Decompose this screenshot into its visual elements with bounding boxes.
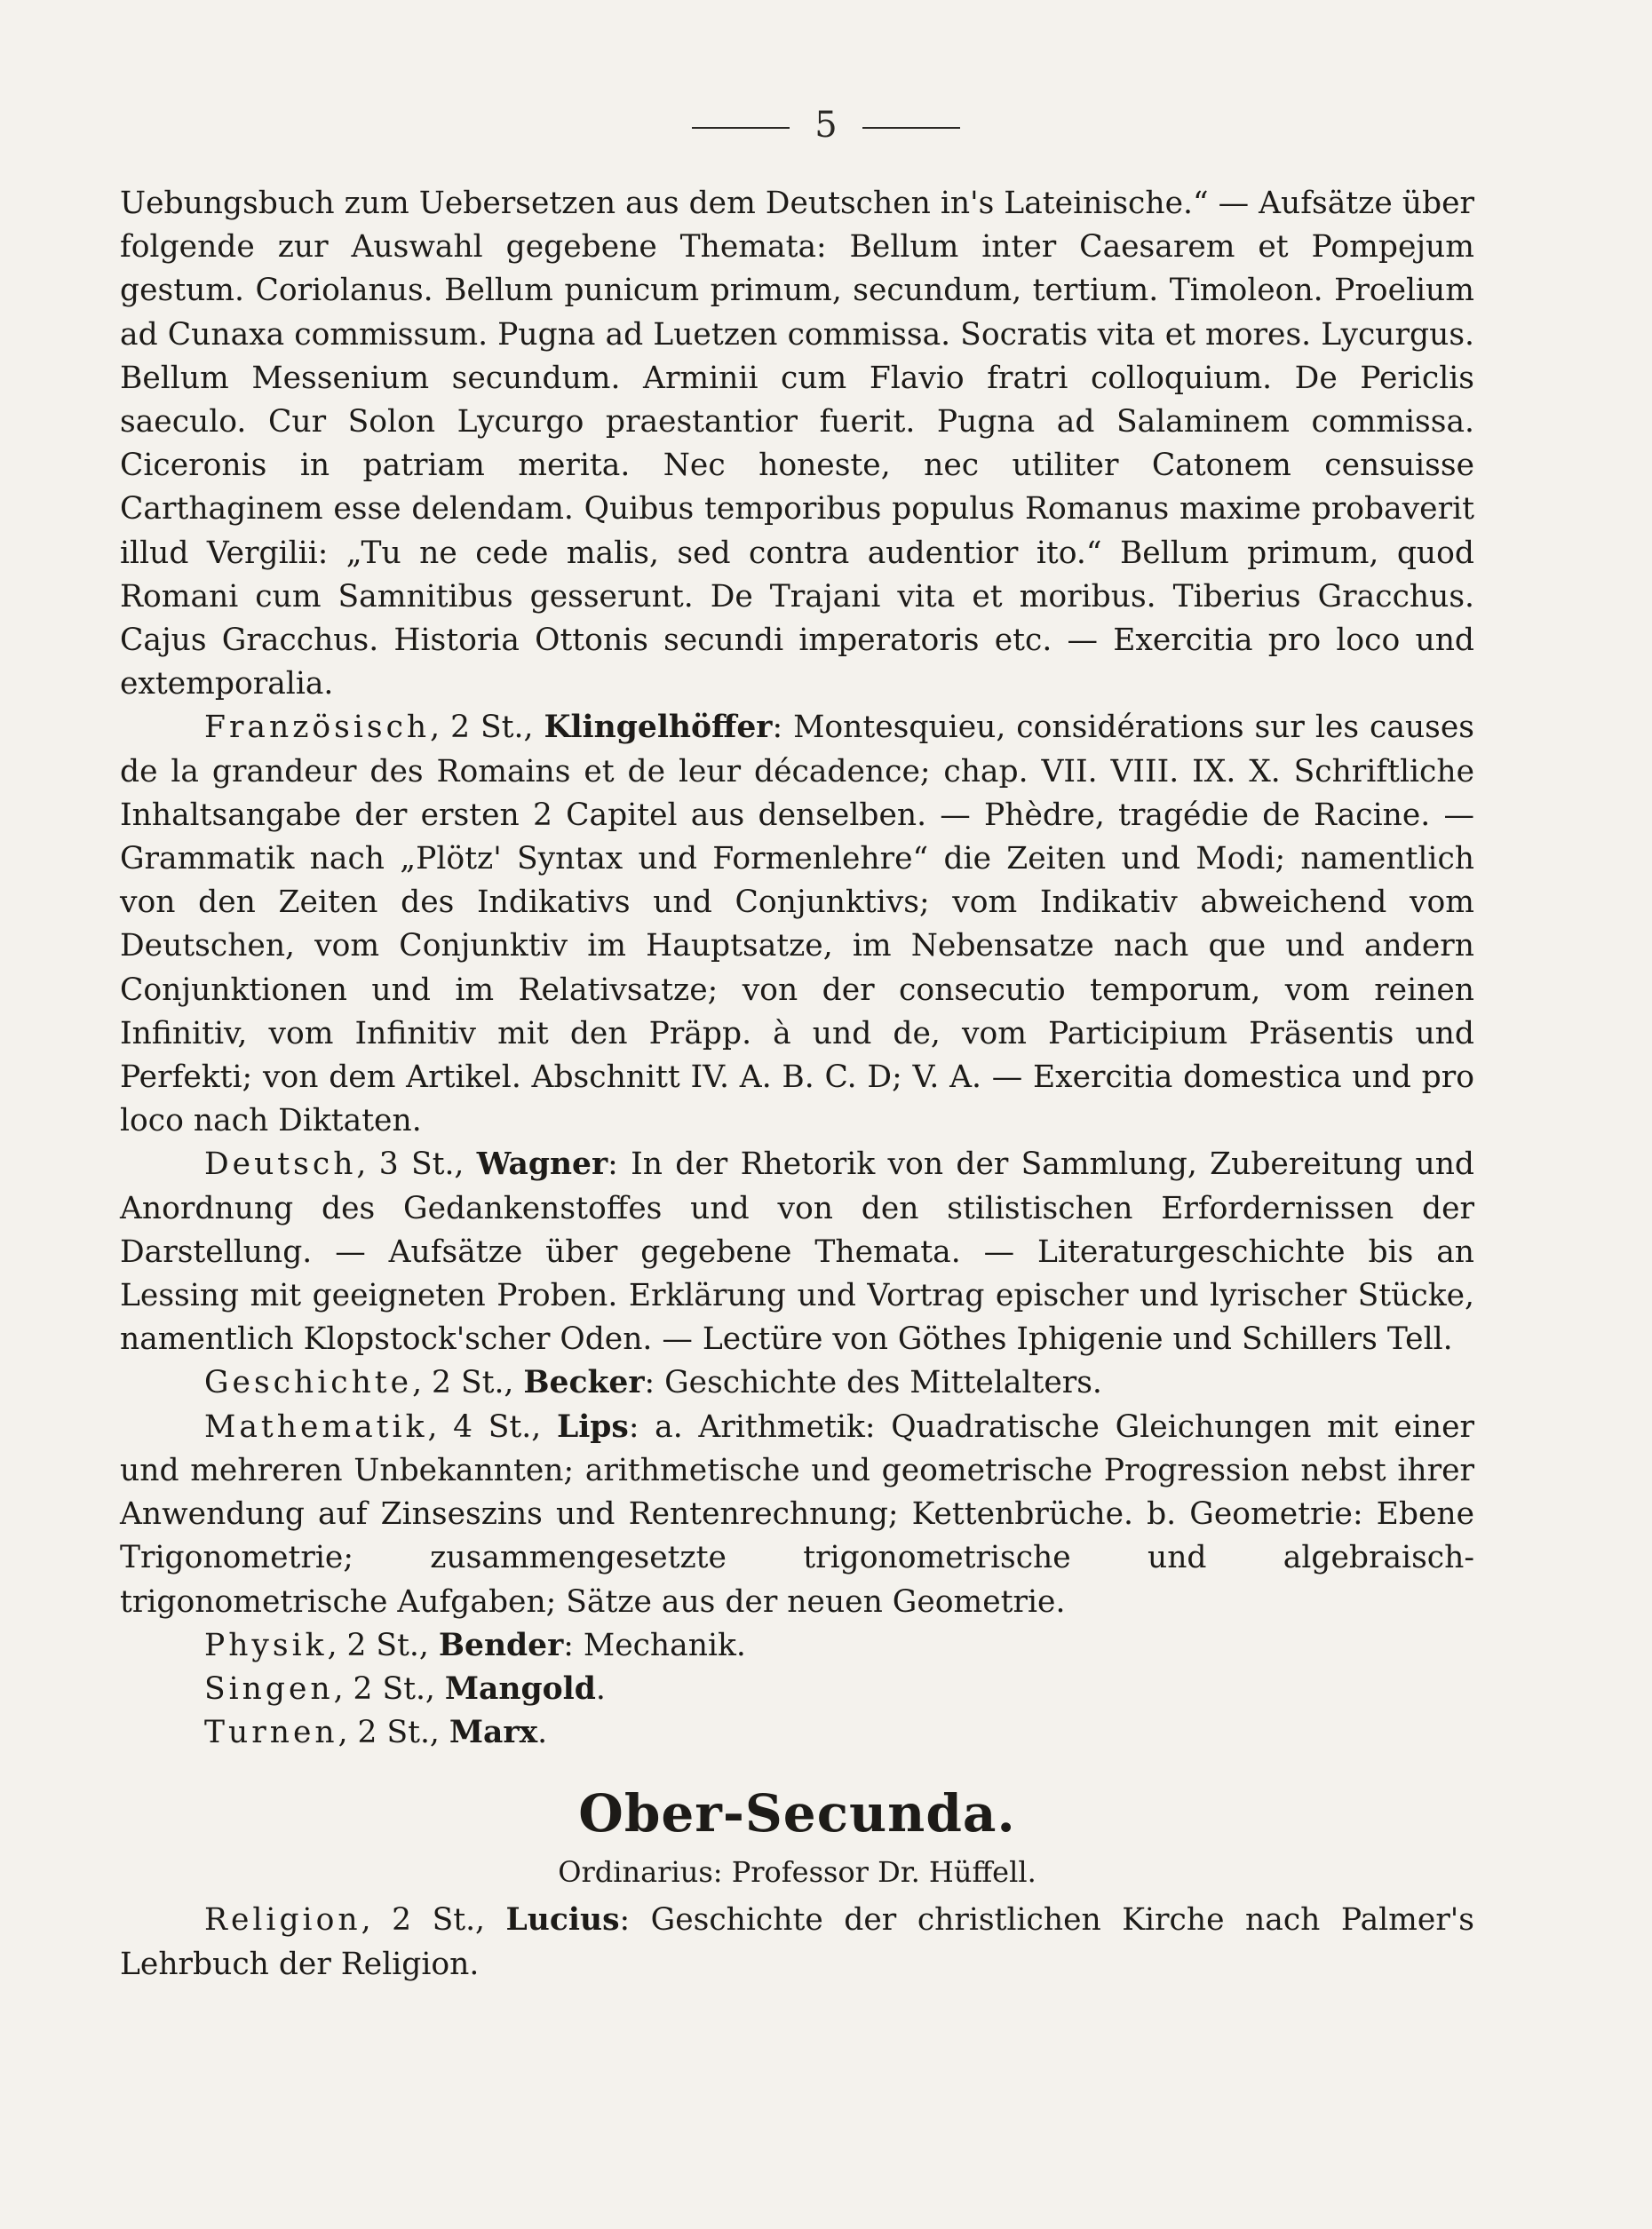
subject-content: : In der Rhetorik von der Sammlung, Zubereitung und Anordnung des Gedankenstoffes und von den stilistischen Erfordernissen der Darstellung. — Aufsätze über gegebene Themata. — Literaturgeschichte bis an Lessing mit geeigneten Proben. Erklärung und Vortrag epischer und lyrischer Stücke, namentlich Klopstock'scher Oden. — Lectüre von Göthes Iphigenie und Schillers Tell.: [120, 1146, 1474, 1358]
body-text: [120, 182, 1474, 1987]
subject-turnen: [120, 1711, 1474, 1755]
subject-mathematik: [120, 1406, 1474, 1624]
subject-content: : Montesquieu, considérations sur les causes de la grandeur des Romains et de leur décadence; chap. VII. VIII. IX. X. Schriftliche Inhaltsangabe der ersten 2 Capitel aus denselben. — Phèdre, tragédie de Racine. — Grammatik nach „Plötz' Syntax und Formenlehre“ die Zeiten und Modi; namentlich von den Zeiten des Indikativs und Conjunktivs; vom Indikativ abweichend vom Deutschen, vom Conjunktiv im Hauptsatze, im Nebensatze nach que und andern Conjunktionen und im Relativsatze; von der consecutio temporum, vom reinen Infinitiv, vom Infinitiv mit den Präpp. à und de, vom Participium Präsentis und Perfekti; von dem Artikel. Abschnitt IV. A. B. C. D; V. A. — Exercitia domestica und pro loco nach Diktaten.: [120, 710, 1474, 1139]
subject-deutsch: [120, 1143, 1474, 1361]
teacher-name: Lucius: [505, 1902, 620, 1939]
subject-hours: , 2 St.,: [333, 1670, 445, 1707]
subject-name: Deutsch: [204, 1146, 357, 1183]
folio-rule-right: [862, 127, 960, 129]
latin-paragraph: [120, 182, 1474, 706]
section-heading: Ober-Secunda.: [578, 1783, 1016, 1844]
teacher-name: Bender: [438, 1627, 564, 1663]
teacher-name: Klingelhöffer: [544, 710, 773, 746]
subject-hours: , 4 St.,: [427, 1408, 557, 1445]
subject-name: Physik: [204, 1627, 328, 1663]
subject-religion: [120, 1899, 1474, 1986]
folio-rule-left: [692, 127, 790, 129]
subject-content: .: [595, 1670, 606, 1707]
teacher-name: Mangold: [444, 1670, 596, 1707]
subject-name: Französisch: [204, 710, 431, 746]
latin-text: Uebungsbuch zum Uebersetzen aus dem Deutschen in's Lateinische.“ — Aufsätze über folgende zur Auswahl gegebene Themata: Bellum inter Caesarem et Pompejum gestum. Coriolanus. Bellum punicum primum, secundum, tertium. Timoleon. Proelium ad Cunaxa commissum. Pugna ad Luetzen commissa. Socratis vita et mores. Lycurgus. Bellum Messenium secundum. Arminii cum Flavio fratri colloquium. De Periclis saeculo. Cur Solon Lycurgo praestantior fuerit. Pugna ad Salaminem commissa. Ciceronis in patriam merita. Nec honeste, nec utiliter Catonem censuisse Carthaginem esse delendam. Quibus temporibus populus Romanus maxime probaverit illud Vergilii: „Tu ne cede malis, sed contra audentior ito.“ Bellum primum, quod Romani cum Samnitibus gesserunt. De Trajani vita et moribus. Tiberius Gracchus. Cajus Gracchus. Historia Ottonis secundi imperatoris etc. — Exercitia pro loco und extemporalia.: [120, 186, 1474, 702]
subject-content: : a. Arithmetik: Quadratische Gleichungen mit einer und mehreren Unbekannten; arithmetische und geometrische Progression nebst ihrer Anwendung auf Zinseszins und Rentenrechnung; Kettenbrüche. b. Geometrie: Ebene Trigonometrie; zusammengesetzte trigonometrische und algebraisch-trigonometrische Aufgaben; Sätze aus der neuen Geometrie.: [120, 1408, 1475, 1620]
subject-hours: , 2 St.,: [361, 1902, 506, 1939]
teacher-name: Becker: [523, 1365, 645, 1401]
subject-singen: [120, 1668, 1474, 1711]
subject-name: Turnen: [204, 1715, 338, 1751]
subject-franzoesisch: [120, 706, 1474, 1143]
teacher-name: Wagner: [476, 1146, 608, 1183]
subject-content: : Geschichte des Mittelalters.: [644, 1365, 1102, 1401]
subject-name: Mathematik: [204, 1408, 428, 1445]
page-number-value: 5: [814, 105, 838, 146]
subject-hours: , 2 St.,: [338, 1715, 449, 1751]
subject-content: .: [537, 1715, 548, 1751]
teacher-name: Lips: [556, 1408, 629, 1445]
subject-name: Singen: [204, 1670, 334, 1707]
subject-geschichte: [120, 1361, 1474, 1405]
subject-physik: [120, 1624, 1474, 1668]
subject-content: : Geschichte der christlichen Kirche nach Palmer's Lehrbuch der Religion.: [120, 1902, 1474, 1982]
subject-hours: , 2 St.,: [412, 1365, 524, 1401]
ordinarius-line: Ordinarius: Professor Dr. Hüffell.: [558, 1855, 1036, 1890]
subject-content: : Mechanik.: [563, 1627, 746, 1663]
subject-hours: , 2 St.,: [430, 710, 544, 746]
subject-name: Religion: [204, 1902, 361, 1939]
page-number: [0, 105, 1652, 146]
subject-name: Geschichte: [204, 1365, 413, 1401]
subject-hours: , 3 St.,: [356, 1146, 477, 1183]
teacher-name: Marx: [449, 1715, 538, 1751]
subject-hours: , 2 St.,: [327, 1627, 439, 1663]
